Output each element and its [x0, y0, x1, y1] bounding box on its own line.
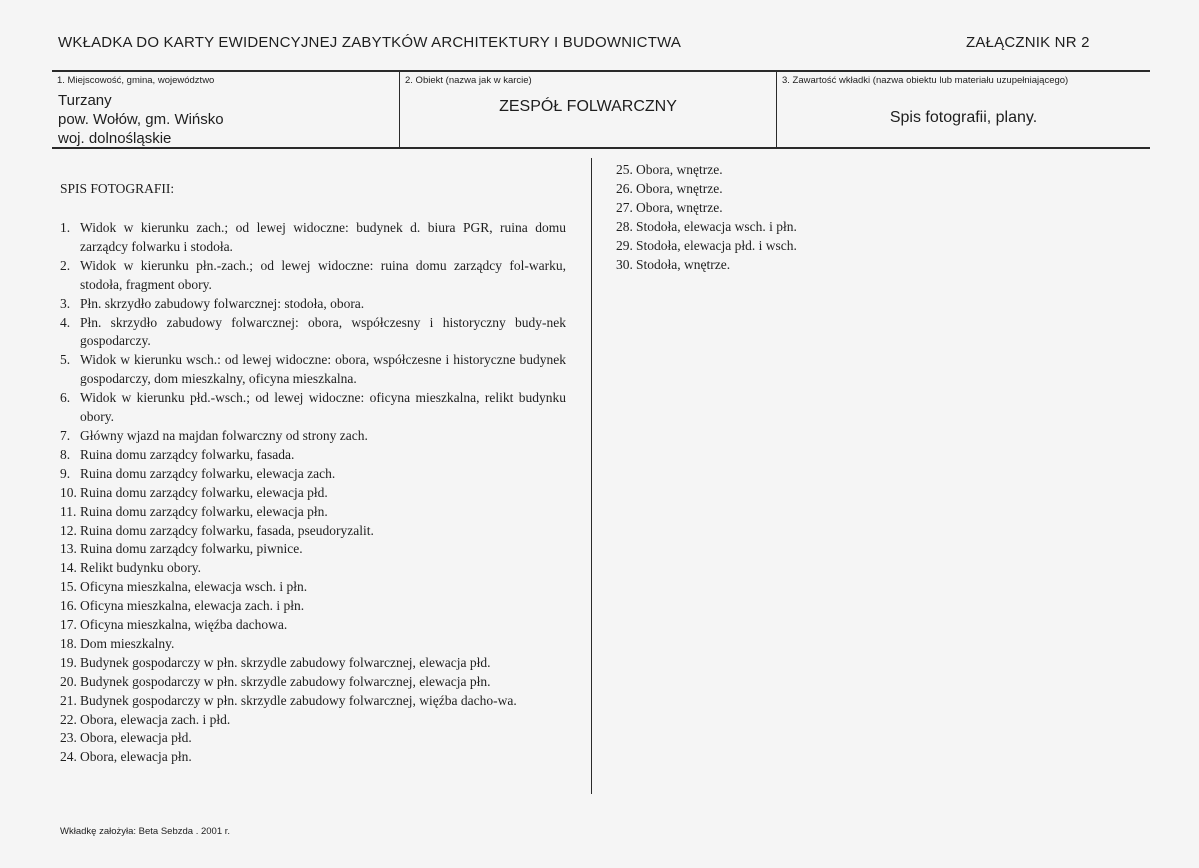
photo-list-item — [60, 314, 566, 352]
photo-list-column-left — [60, 219, 566, 767]
object-value: ZESPÓŁ FOLWARCZNY — [499, 98, 677, 115]
location-field — [52, 72, 400, 147]
annex-label: ZAŁĄCZNIK NR 2 — [966, 34, 1090, 51]
column-divider — [591, 158, 592, 794]
photo-item-text: Budynek gospodarczy w płn. skrzydle zabudowy folwarcznej, więźba dacho-wa. — [80, 692, 517, 708]
photo-item-text: Relikt budynku obory. — [80, 560, 201, 576]
contents-field — [777, 72, 1150, 147]
photo-list-item — [60, 295, 566, 314]
contents-value: Spis fotografii, plany. — [889, 109, 1038, 126]
photo-list-item — [60, 711, 566, 730]
photo-item-text: Stodoła, elewacja płd. i wsch. — [636, 237, 797, 253]
photo-item-number: 4. — [60, 314, 71, 330]
photo-list-item — [616, 218, 1036, 237]
photo-list-item — [60, 729, 566, 748]
photo-list-item — [60, 654, 566, 673]
photo-list-item — [60, 219, 566, 257]
location-caption: 1. Miejscowość, gmina, województwo — [57, 75, 215, 86]
photo-item-number: 16. — [60, 598, 77, 614]
header-fields — [52, 70, 1150, 149]
photo-list-item — [60, 559, 566, 578]
photo-list-item — [60, 465, 566, 484]
photo-list-item — [60, 427, 566, 446]
photo-item-number: 12. — [60, 522, 77, 538]
photo-list-item — [616, 180, 1036, 199]
photo-item-number: 6. — [60, 390, 71, 406]
photo-item-number: 9. — [60, 465, 71, 481]
photo-item-number: 23. — [60, 730, 77, 746]
location-value — [58, 91, 224, 148]
photo-item-text: Ruina domu zarządcy folwarku, piwnice. — [80, 541, 303, 557]
photo-item-text: Główny wjazd na majdan folwarczny od strony zach. — [80, 427, 368, 443]
contents-caption: 3. Zawartość wkładki (nazwa obiektu lub materiału uzupełniającego) — [782, 75, 1069, 86]
photo-item-text: Obora, elewacja płd. — [80, 730, 192, 746]
photo-item-text: Budynek gospodarczy w płn. skrzydle zabudowy folwarcznej, elewacja płn. — [80, 673, 491, 689]
photo-item-text: Obora, elewacja płn. — [80, 749, 192, 765]
photo-item-number: 21. — [60, 692, 77, 708]
photo-item-number: 18. — [60, 635, 77, 651]
photo-item-text: Oficyna mieszkalna, elewacja wsch. i płn. — [80, 579, 308, 595]
object-field — [400, 72, 777, 147]
photo-item-number: 15. — [60, 579, 77, 595]
photo-item-number: 20. — [60, 673, 77, 689]
photo-list-item — [60, 257, 566, 295]
photo-item-number: 26. — [616, 180, 633, 196]
location-line: pow. Wołów, gm. Wińsko — [58, 111, 224, 128]
photo-item-text: Obora, wnętrze. — [636, 162, 723, 177]
photo-list-item — [60, 351, 566, 389]
photo-item-number: 2. — [60, 257, 71, 273]
photo-item-text: Widok w kierunku płd.-wsch.; od lewej widoczne: oficyna mieszkalna, relikt budynku obory. — [80, 390, 566, 425]
photo-item-text: Płn. skrzydło zabudowy folwarcznej: obora, współczesny i historyczny budy-nek gospodarczy. — [80, 314, 566, 349]
photo-item-text: Płn. skrzydło zabudowy folwarcznej: stodoła, obora. — [80, 295, 365, 311]
photo-item-number: 17. — [60, 617, 77, 633]
photo-item-number: 22. — [60, 711, 77, 727]
photo-item-text: Oficyna mieszkalna, więźba dachowa. — [80, 617, 288, 633]
photo-item-number: 3. — [60, 295, 71, 311]
photo-list-item — [616, 199, 1036, 218]
photo-list-item — [60, 578, 566, 597]
photo-list-heading: SPIS FOTOGRAFII: — [60, 181, 175, 196]
location-line: woj. dolnośląskie — [58, 130, 172, 147]
photo-item-number: 1. — [60, 220, 71, 235]
photo-item-text: Oficyna mieszkalna, elewacja zach. i płn. — [80, 598, 305, 614]
photo-item-text: Dom mieszkalny. — [80, 635, 175, 651]
photo-item-number: 24. — [60, 749, 77, 765]
photo-list-item — [60, 748, 566, 767]
photo-item-number: 19. — [60, 654, 77, 670]
photo-item-number: 29. — [616, 237, 633, 253]
photo-item-number: 14. — [60, 560, 77, 576]
photo-item-number: 28. — [616, 218, 633, 234]
photo-list-item — [60, 673, 566, 692]
photo-list-item — [60, 446, 566, 465]
object-caption: 2. Obiekt (nazwa jak w karcie) — [405, 75, 532, 86]
photo-list-item — [60, 635, 566, 654]
photo-list-item — [60, 389, 566, 427]
photo-item-number: 10. — [60, 484, 77, 500]
photo-item-number: 27. — [616, 199, 633, 215]
photo-item-text: Obora, wnętrze. — [636, 180, 723, 196]
photo-list-item — [616, 161, 1036, 180]
photo-item-text: Ruina domu zarządcy folwarku, fasada, pseudoryzalit. — [80, 522, 374, 538]
photo-item-text: Budynek gospodarczy w płn. skrzydle zabudowy folwarcznej, elewacja płd. — [80, 654, 491, 670]
photo-list-item — [60, 522, 566, 541]
photo-item-number: 11. — [60, 503, 77, 519]
photo-list-item — [60, 484, 566, 503]
photo-item-number: 13. — [60, 541, 77, 557]
photo-item-text: Widok w kierunku płn.-zach.; od lewej widoczne: ruina domu zarządcy fol-warku, stodoła, fragment obory. — [80, 257, 566, 292]
photo-item-number: 25. — [616, 162, 633, 177]
photo-item-text: Obora, wnętrze. — [636, 199, 723, 215]
photo-item-text: Ruina domu zarządcy folwarku, elewacja płn. — [80, 503, 328, 519]
photo-list-item — [60, 692, 566, 711]
photo-item-number: 7. — [60, 427, 71, 443]
photo-item-text: Ruina domu zarządcy folwarku, elewacja zach. — [80, 465, 336, 481]
photo-list-item — [616, 256, 1036, 275]
photo-list-item — [60, 503, 566, 522]
photo-item-text: Widok w kierunku wsch.: od lewej widoczne: obora, współczesne i historyczne budynek gospodarczy, dom mieszkalny, oficyna mieszkalna. — [80, 352, 566, 387]
photo-item-text: Stodoła, elewacja wsch. i płn. — [636, 218, 797, 234]
photo-list-item — [60, 597, 566, 616]
photo-list-item — [60, 616, 566, 635]
document-title: WKŁADKA DO KARTY EWIDENCYJNEJ ZABYTKÓW ARCHITEKTURY I BUDOWNICTWA — [58, 34, 682, 51]
photo-list-item — [60, 540, 566, 559]
photo-item-number: 8. — [60, 446, 71, 462]
photo-item-text: Widok w kierunku zach.; od lewej widoczne: budynek d. biura PGR, ruina domu zarządcy folwarku i stodoła. — [80, 220, 566, 254]
photo-item-text: Ruina domu zarządcy folwarku, fasada. — [80, 446, 295, 462]
photo-item-text: Stodoła, wnętrze. — [636, 256, 731, 272]
footer-author: Wkładkę założyła: Beta Sebzda . 2001 r. — [60, 826, 231, 837]
photo-item-text: Ruina domu zarządcy folwarku, elewacja płd. — [80, 484, 328, 500]
photo-list-column-right — [616, 161, 1036, 274]
photo-list-item — [616, 237, 1036, 256]
location-line: Turzany — [58, 92, 112, 109]
photo-item-number: 30. — [616, 256, 633, 272]
photo-item-number: 5. — [60, 352, 71, 368]
photo-item-text: Obora, elewacja zach. i płd. — [80, 711, 231, 727]
